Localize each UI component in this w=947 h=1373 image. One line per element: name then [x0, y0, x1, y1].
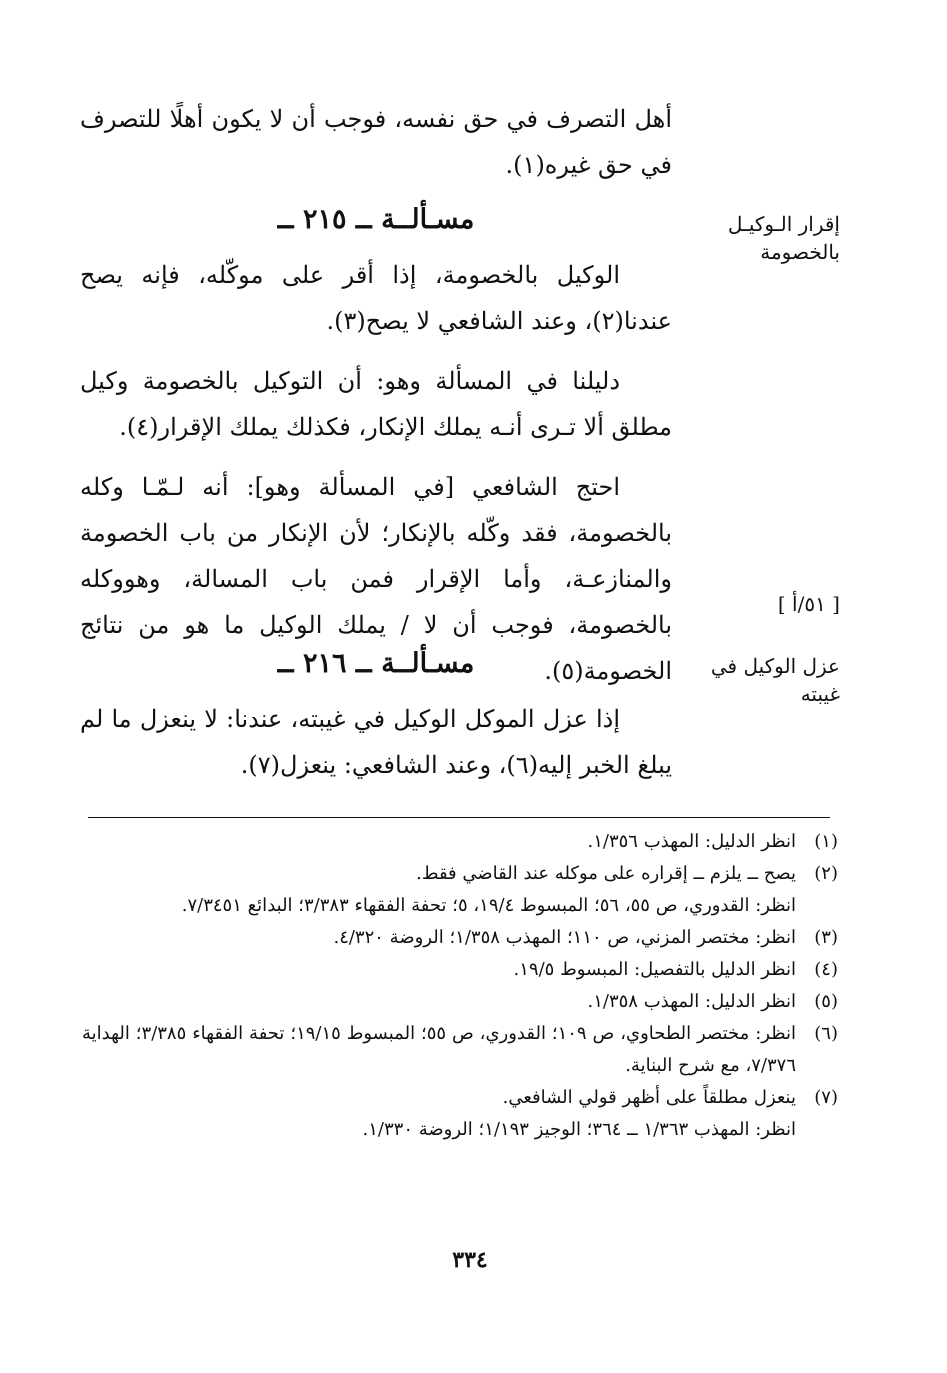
margin-note-215: إقرار الـوكيـل بالخصومة — [727, 212, 840, 264]
issue-216-heading: مسـألــة ــ ٢١٦ ــ — [277, 648, 475, 679]
footnote-text: ينعزل مطلقاً على أظهر قولي الشافعي. — [502, 1087, 796, 1108]
intro-paragraph-block — [80, 96, 672, 188]
footnote-number: (٤) — [814, 959, 838, 980]
issue-215-body — [80, 252, 672, 694]
footnote-text: انظر: مختصر الطحاوي، ص ١٠٩؛ القدوري، ص ٥٥؛ المبسوط ١٩/١٥؛ تحفة الفقهاء ٣/٣٨٥؛ الهداية ٧/٣٧٦، مع شرح البناية. — [82, 1023, 796, 1076]
margin-note-216: عزل الوكيل في غيبته — [710, 654, 840, 706]
issue-216-body — [80, 696, 672, 788]
footnote-2 — [82, 858, 838, 890]
issue-215-shafii-argument: احتج الشافعي [في المسألة وهو]: أنه لـمّـا وكله بالخصومة، فقد وكّله بالإنكار؛ لأن الإنكار من باب الخصومة والمنازعـة، وأما الإقرار فمن باب المسالة، وهووكله بالخصومة، فوجب أن لا / يملك الوكيل ما هو من نتائج الخصومة(٥). — [80, 473, 672, 685]
footnote-number: (٣) — [814, 927, 838, 948]
folio-marker: [ ٥١/أ ] — [777, 592, 840, 616]
footnotes — [82, 826, 838, 1146]
footnote-text: انظر الدليل: المهذب ١/٣٥٨. — [587, 991, 796, 1012]
footnote-text: انظر الدليل: المهذب ١/٣٥٦. — [587, 831, 796, 852]
footnote-5 — [82, 986, 838, 1018]
footnote-text: انظر الدليل بالتفصيل: المبسوط ١٩/٥. — [513, 959, 796, 980]
footnote-6 — [82, 1018, 838, 1082]
page-number: ٣٣٤ — [452, 1247, 488, 1273]
footnote-3 — [82, 922, 838, 954]
footnote-number: (٦) — [814, 1023, 838, 1044]
issue-215-statement: الوكيل بالخصومة، إذا أقر على موكّله، فإنه يصح عندنا(٢)، وعند الشافعي لا يصح(٣). — [80, 261, 672, 335]
footnote-text: انظر: مختصر المزني، ص ١١٠؛ المهذب ١/٣٥٨؛ الروضة ٤/٣٢٠. — [333, 927, 796, 948]
issue-216-statement: إذا عزل الموكل الوكيل في غيبته، عندنا: لا ينعزل ما لم يبلغ الخبر إليه(٦)، وعند الشافعي: ينعزل(٧). — [80, 705, 672, 779]
footnote-number: (٧) — [814, 1087, 838, 1108]
footnote-separator — [88, 817, 830, 818]
issue-215-our-evidence: دليلنا في المسألة وهو: أن التوكيل بالخصومة وكيل مطلق ألا تـرى أنـه يملك الإنكار، فكذلك يملك الإقرار(٤). — [80, 367, 672, 441]
footnote-1 — [82, 826, 838, 858]
footnote-7 — [82, 1082, 838, 1114]
footnote-number: (١) — [814, 831, 838, 852]
issue-215-heading: مسـألــة ــ ٢١٥ ــ — [277, 204, 475, 235]
footnote-2-reference: انظر: القدوري، ص ٥٥، ٥٦؛ المبسوط ١٩/٤، ٥؛ تحفة الفقهاء ٣/٣٨٣؛ البدائع ٧/٣٤٥١. — [181, 895, 796, 916]
footnote-7-reference: انظر: المهذب ١/٣٦٣ ــ ٣٦٤؛ الوجيز ١/١٩٣؛ الروضة ١/٣٣٠. — [362, 1119, 796, 1140]
footnote-4 — [82, 954, 838, 986]
intro-paragraph: أهل التصرف في حق نفسه، فوجب أن لا يكون أهلًا للتصرف في حق غيره(١). — [80, 105, 673, 179]
footnote-number: (٢) — [814, 863, 838, 884]
footnote-text: يصح ــ يلزم ــ إقراره على موكله عند القاضي فقط. — [416, 863, 796, 884]
footnote-number: (٥) — [814, 991, 838, 1012]
